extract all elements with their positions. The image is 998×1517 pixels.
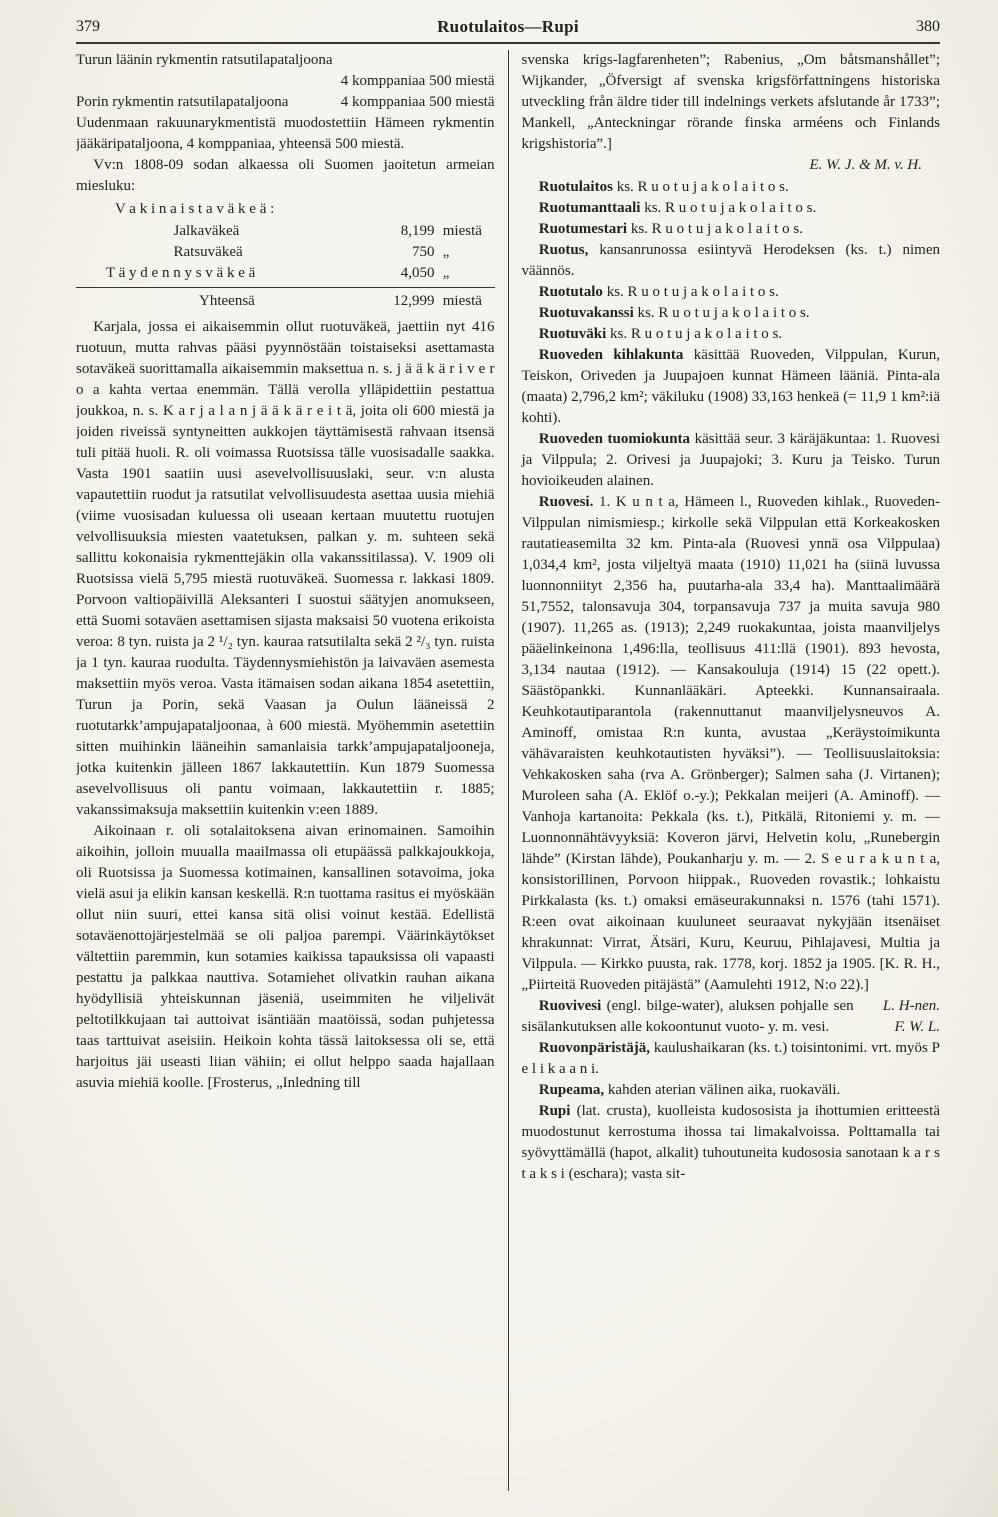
entry-headword: Rupi (538, 1103, 571, 1119)
battalion-list (76, 50, 495, 113)
entry-text: käsittää Ruoveden, Vilppulan, Kurun, Teiskon, Oriveden ja Juupajoen kunnat Hämeen lääniä. Pinta-ala (maata) 2,796,2 km²; väkiluku (1908) 33,163 henkeä (= 11,9 1 km²:iä kohti). (521, 347, 940, 426)
entry-headword: Ruotuvakanssi (538, 305, 634, 321)
row-unit: „ (442, 244, 450, 260)
page-number-right: 380 (916, 18, 940, 35)
troop-strength-table (76, 199, 495, 312)
entry-headword: Ruotulaitos (538, 179, 613, 195)
entry-signature: F. W. L. (894, 1019, 940, 1035)
battalion-row (76, 50, 495, 92)
battalion-strength: 4 komppaniaa 500 miestä (340, 94, 495, 110)
entry-text: ks. R u o t u j a k o l a i t o s. (606, 284, 779, 300)
right-column (509, 50, 941, 1491)
page-header (76, 16, 940, 38)
battalion-name: Porin rykmentin ratsutilapataljoona (76, 94, 289, 110)
row-unit: „ (442, 265, 450, 281)
entry-text: käsittää seur. 3 käräjäkuntaa: 1. Ruovesi ja Vilppula; 2. Orivesi ja Juupajoki; 3. Kuru ja Teisko. Turun hovioikeuden alainen. (521, 431, 940, 489)
entry-ruotumanttaali (522, 198, 941, 219)
entry-rupi (522, 1101, 941, 1185)
entry-headword: Ruovivesi (538, 998, 602, 1014)
row-label: T ä y d e n n y s v ä k e ä (106, 265, 256, 281)
entry-ruotumestari (522, 219, 941, 240)
troop-table-heading: V a k i n a i s t a v ä k e ä : (115, 201, 275, 217)
table-total-rule (76, 287, 495, 312)
table-row (76, 263, 495, 284)
left-column (76, 50, 509, 1491)
entry-headword: Ruotumanttaali (538, 200, 641, 216)
row-label: Jalkaväkeä (173, 223, 240, 239)
row-label: Ratsuväkeä (173, 244, 243, 260)
entry-headword: Ruotus, (538, 242, 589, 258)
entry-headword: Rupeama, (538, 1082, 605, 1098)
paragraph-aikoinaan: Aikoinaan r. oli sotalaitoksena aivan erinomainen. Samoihin aikoihin, jolloin muualla maailmassa oli etupäässä palkkajoukkoja, oli Ruotsissa ja Suomessa kotimainen, kansallinen sotavoima, joka vielä asui ja elikin kansan keskellä. R:n tuottama rasitus ei myöskään ollut niin suuri, ettei kansa sitä olisi voinut kestää. Edellistä sotaväenottojärjestelmää se oli paljoa parempi. Väärinkäytökset vältettiin paremmin, kun sotamies kaikissa tapauksissa oli vapaasti pestattu ja palkkaa nauttiva. Sotamiehet olivatkin rauhan aikana hyödyllisiä yhteiskunnan jäseniä, useimmiten he viljelivät peltotilkkujaan tai auttoivat isäntiään maatöissä, sodan puhjetessa taas tarttuivat aseisiin. Heikoin kohta tässä laitoksessa oli se, että harjoitus jäi useasti liian vähiin; ei ollut helppo saada hajallaan asuvia miehiä koolle. [Frosterus, „Inledning till (76, 823, 495, 1091)
battalion-row (76, 92, 495, 113)
entry-text: kansanrunossa esiintyvä Herodeksen (ks. t.) nimen väännös. (521, 242, 940, 279)
entry-signature: L. H-nen. (882, 998, 940, 1014)
entry-text: ks. R u o t u j a k o l a i t o s. (616, 179, 789, 195)
entry-text: ks. R u o t u j a k o l a i t o s. (644, 200, 817, 216)
entry-text: 1. K u n t a, Hämeen l., Ruoveden kihlak., Ruoveden-Vilppulan nimismiesp.; kirkolle sekä Vilppulan että Korkeakosken rautatieasemilta 32 km. Pinta-ala (Ruovesi ynnä osa Vilppulaa) 1,034,4 km², josta viljeltyä maata (1910) 11,021 ha (siinä luvussa luonnonniityt 2,356 ha, puutarha-ala 33,4 ha). Manttaalimäärä 51,7552, talonsavuja 304, torpansavuja 737 ja muita savuja 980 (1907). 11,265 as. (1913); 2,249 ruokakuntaa, joista maanviljelys pääelinkeinona 1,496:lla, teollisuus 411:llä (1901). 893 hevosta, 3,134 nautaa (1912). — Kansakouluja (1914) 15 (22 opett.). Säästöpankki. Kunnanlääkäri. Apteekki. Kunnansairaala. Keuhkotautiparantola (rakennuttanut maanviljelysneuvos A. Aminoff, omistaa R:n kunta, avustaa „Keräystoimikunta vähävaraisten keuhkotautisten hyväksi”). — Teollisuuslaitoksia: Vehkakosken saha (rva A. Grönberger); Salmen saha (J. Virtanen); Muroleen saha (A. Eklöf o.-y.); Pekkalan meijeri (A. Aminoff). — Vanhoja kartanoita: Pekkala (ks. t.), Pitkälä, Ritoniemi y. m. — Luonnonnähtävyyksiä: Koveron järvi, Helvetin kolu, „Runebergin lähde” (Kirstan lähde), Poukanharju y. m. — 2. S e u r a k u n t a, konsistorillinen, Porvoon hiippak., Ruoveden rovastik.; lohkaistu Pirkkalasta (ks. t.) omaksi emäseurakunnaksi n. 1576 (tahi 1571). R:een ovat aikoinaan kuuluneet seuraavat nykyjään itsenäiset khrakunnat: Virrat, Ätsäri, Kuru, Keuruu, Pihlajavesi, Multia ja Vilppula. — Kirkko puusta, rak. 1778, korj. 1852 ja 1905. [K. R. H., „Piirteitä Ruoveden pitäjästä” (Aamulehti 1912, N:o 22).] (521, 494, 940, 993)
total-unit: miestä (442, 293, 482, 309)
table-total-row (76, 291, 495, 312)
entry-text: (lat. crusta), kuolleista kudososista ja ihottumien eritteestä muodostunut kerrostuma ihossa tai limakalvoissa. Polttamalla tai syövyttämällä (hapot, alkalit) tuhoutuneita kudososia sanotaan k a r s t a k s i (eschara); vasta sit- (521, 1103, 940, 1182)
entry-text: ks. R u o t u j a k o l a i t o s. (610, 326, 783, 342)
entry-rupeama (522, 1080, 941, 1101)
entry-ruotuvaki (522, 324, 941, 345)
total-value: 12,999 (393, 293, 435, 309)
entry-ruoveden-tuomiokunta (522, 429, 941, 492)
page-number-left: 379 (76, 18, 100, 35)
row-value: 750 (412, 244, 435, 260)
entry-ruovonparistaja (522, 1038, 941, 1080)
entry-text: kahden aterian välinen aika, ruokaväli. (607, 1082, 841, 1098)
entry-ruotus (522, 240, 941, 282)
dragoon-note: Uudenmaan rakuunarykmentistä muodostettiin Hämeen rykmentin jääkäripataljoona, 4 komppaniaa, yhteensä 500 miestä. (76, 115, 495, 152)
entry-ruotutalo (522, 282, 941, 303)
entry-text: ks. R u o t u j a k o l a i t o s. (630, 221, 803, 237)
war-strength-intro: Vv:n 1808-09 sodan alkaessa oli Suomen jaoitetun armeian miesluku: (76, 157, 495, 194)
row-value: 8,199 (400, 223, 435, 239)
page-title: Ruotulaitos—Rupi (437, 17, 579, 36)
author-signature: E. W. J. & M. v. H. (809, 157, 922, 173)
entry-headword: Ruoveden kihlakunta (538, 347, 684, 363)
article-continuation: svenska krigs-lagfarenheten”; Rabenius, „Om båtsmanshållet”; Wijkander, „Öfversigt af svenska krigsförfattningens historiska utveckling från äldre tider till indelnings verkets afslutande år 1733”; Mankell, „Anteckningar rörande finska arméens och Finlands krigshistoria”.] (521, 52, 940, 152)
entry-text: (engl. bilge-water), aluksen pohjalle sen sisälankutuksen alle kokoontunut vuoto- y. m. vesi. (521, 998, 854, 1035)
entry-ruoveden-kihlakunta (522, 345, 941, 429)
entry-headword: Ruotumestari (538, 221, 628, 237)
entry-text: ks. R u o t u j a k o l a i t o s. (637, 305, 810, 321)
entry-headword: Ruoveden tuomiokunta (538, 431, 691, 447)
entry-headword: Ruotuväki (538, 326, 607, 342)
battalion-name: Turun läänin rykmentin ratsutilapataljoona (76, 52, 333, 68)
row-value: 4,050 (400, 265, 435, 281)
battalion-strength: 4 komppaniaa 500 miestä (340, 73, 495, 89)
text-columns (76, 42, 940, 1491)
entry-headword: Ruovesi. (538, 494, 594, 510)
entry-headword: Ruotutalo (538, 284, 603, 300)
table-row (76, 242, 495, 263)
entry-headword: Ruovonpäristäjä, (538, 1040, 651, 1056)
total-label: Yhteensä (199, 293, 255, 309)
row-unit: miestä (442, 223, 482, 239)
entry-ruotuvakanssi (522, 303, 941, 324)
table-row (76, 221, 495, 242)
entry-ruotulaitos (522, 177, 941, 198)
entry-text: kaulushaikaran (ks. t.) toisintonimi. vrt. myös P e l i k a a n i. (521, 1040, 940, 1077)
paragraph-karjala: Karjala, jossa ei aikaisemmin ollut ruotuväkeä, jaettiin nyt 416 ruotuun, mutta rahvas pääsi pyynnöstään toistaiseksi asettamasta sotaväkeä suorittamalla aikaisemmin maksettua n. s. j ä ä k ä r i v e r o a kahta vertaa enemmän. Tällä verolla ylläpidettiin pestattua joukkoa, n. s. K a r j a l a n j ä ä k ä r e i t ä, joita oli 600 miestä ja joiden riveissä syntyneitten aukkojen täyttämisestä rahvaan itsensä tuli pitää huoli. R. oli voimassa Ruotsissa tälle vuosisadalle saakka. Vasta 1901 saatiin uusi asevelvollisuuslaki, seur. v:n alusta vapautettiin ruodut ja ratsutilat velvollisuudesta asettaa uusia miehiä (viime vuosisadan kuluessa oli useaan kertaan muutettu ruotujen velvollisuuksia miesten vaatetuksen, palkan y. m. suhteen sekä sallittu kokonaisia rykmenttejäkin olla vakanssitilassa). V. 1909 oli Ruotsissa vielä 5,795 miestä ruotuväkeä. Suomessa r. lakkasi 1809. Porvoon valtiopäivillä Aleksanteri I suostui säätyjen anomukseen, että Suomi sotaväen asettamisen sijasta maksaisi 50 vuotena erikoista veroa: 8 tyn. ruista ja 2 ¹/₂ tyn. kauraa ratsutilalta sekä 2 ²/₃ tyn. ruista ja 1 tyn. kauraa ruodulta. Täydennysmiehistön ja laivaväen asemesta maksettiin myös veroa. Vasta itämaisen sodan aikana 1854 asetettiin, Turun ja Porin, sekä Vaasan ja Oulun lääneissä 2 ruotutarkk’ampujapataljoonaa, à 600 miestä. Myöhemmin asetettiin sitten muihinkin lääneihin samanlaisia tarkk’ampujapataljooneja, jotka kuitenkin jälleen 1867 lakkautettiin. Kun 1879 Suomessa asevelvollisuus oli pantu voimaan, lakkautettiin r. 1885; vakanssimaksuja maksettiin kuitenkin v:een 1889. (76, 319, 495, 818)
